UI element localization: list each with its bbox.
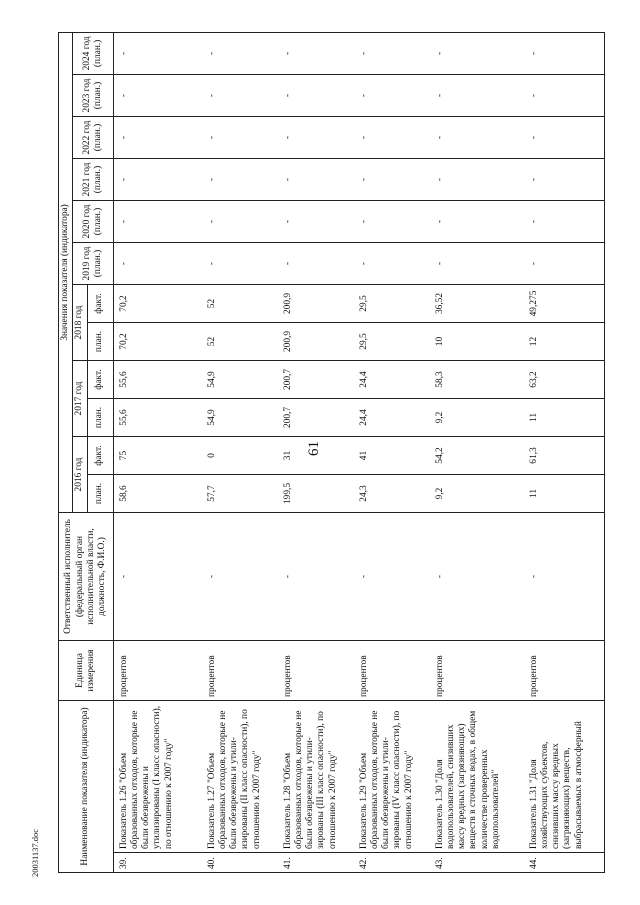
indicator-unit: процентов [278, 641, 354, 701]
value-2016-plan: 199,5 [278, 475, 354, 513]
value-2016-plan: 11 [524, 475, 605, 513]
value-2023: - [202, 75, 278, 117]
page-number: 61 [306, 441, 322, 456]
value-2019: - [113, 243, 202, 285]
value-2020: - [278, 201, 354, 243]
value-2017-plan: 24,4 [354, 399, 430, 437]
value-2022: - [354, 117, 430, 159]
header-2016-fact: факт. [87, 437, 113, 475]
row-number: 44. [524, 853, 605, 873]
value-2022: - [113, 117, 202, 159]
value-2017-fact: 54,9 [202, 361, 278, 399]
value-2021: - [524, 159, 605, 201]
value-2017-fact: 58,3 [430, 361, 524, 399]
value-2017-fact: 24,4 [354, 361, 430, 399]
value-2018-fact: 29,5 [354, 285, 430, 323]
row-number: 41. [278, 853, 354, 873]
indicator-unit: процентов [354, 641, 430, 701]
value-2017-fact: 200,7 [278, 361, 354, 399]
table-row [354, 32, 430, 872]
value-2018-plan: 52 [202, 323, 278, 361]
table-row [113, 32, 202, 872]
row-number: 43. [430, 853, 524, 873]
header-year-2023: 2023 год (план.) [73, 75, 113, 117]
table-row [524, 32, 605, 872]
row-number: 42. [354, 853, 430, 873]
header-2018-fact: факт. [87, 285, 113, 323]
value-2016-plan: 9,2 [430, 475, 524, 513]
value-2023: - [113, 75, 202, 117]
value-2016-fact: 75 [113, 437, 202, 475]
table-header [59, 32, 114, 872]
indicator-name: Показатель 1.27 "Объем образованных отходов, которые не были обезврежены и утили-изированы (II класс опасности), по отношению к 2007 году" [202, 701, 278, 853]
value-2018-fact: 200,9 [278, 285, 354, 323]
value-2016-fact: 0 [202, 437, 278, 475]
indicator-name: Показатель 1.28 "Объем образованных отходов, которые не были обезврежены и утили-зированы (III класс опасности), по отношению к 2007 году" [278, 701, 354, 853]
value-2023: - [278, 75, 354, 117]
rotated-table-container [58, 33, 613, 873]
value-2021: - [430, 159, 524, 201]
value-2024: - [278, 32, 354, 74]
indicator-table [58, 32, 605, 873]
value-2020: - [354, 201, 430, 243]
indicator-unit: процентов [524, 641, 605, 701]
responsible-cell: - [113, 513, 202, 641]
value-2020: - [113, 201, 202, 243]
value-2020: - [524, 201, 605, 243]
header-year-2022: 2022 год (план.) [73, 117, 113, 159]
value-2018-fact: 36,52 [430, 285, 524, 323]
indicator-unit: процентов [113, 641, 202, 701]
value-2022: - [278, 117, 354, 159]
indicator-name: Показатель 1.26 "Объем образованных отходов, которые не были обезврежены и утилизированы (I класс опасности), по отношению к 2007 году" [113, 701, 202, 853]
value-2018-fact: 52 [202, 285, 278, 323]
table-body [113, 32, 604, 872]
value-2019: - [524, 243, 605, 285]
header-2017-fact: факт. [87, 361, 113, 399]
header-2016-plan: план. [87, 475, 113, 513]
value-2016-plan: 24,3 [354, 475, 430, 513]
value-2019: - [278, 243, 354, 285]
indicator-name: Показатель 1.29 "Объем образованных отходов, которые не были обезврежены и утили-зированы (IV класс опасности), по отношению к 2007 году" [354, 701, 430, 853]
value-2020: - [202, 201, 278, 243]
header-year-2021: 2021 год (план.) [73, 159, 113, 201]
value-2022: - [524, 117, 605, 159]
indicator-name: Показатель 1.31 "Доля хозяйствующих субъектов, снизивших массу вредных (загрязняющих) веществ, выбрасываемых в атмосферный [524, 701, 605, 853]
value-2018-plan: 70,2 [113, 323, 202, 361]
header-year-2020: 2020 год (план.) [73, 201, 113, 243]
value-2016-plan: 58,6 [113, 475, 202, 513]
value-2021: - [354, 159, 430, 201]
value-2022: - [202, 117, 278, 159]
responsible-cell: - [524, 513, 605, 641]
value-2017-plan: 200,7 [278, 399, 354, 437]
header-values-group: Значения показателя (индикатора) [59, 32, 73, 512]
value-2021: - [202, 159, 278, 201]
indicator-unit: процентов [202, 641, 278, 701]
value-2019: - [354, 243, 430, 285]
row-number: 39. [113, 853, 202, 873]
value-2024: - [524, 32, 605, 74]
header-year-2016: 2016 год [73, 437, 87, 513]
row-number: 40. [202, 853, 278, 873]
value-2017-fact: 55,6 [113, 361, 202, 399]
value-2024: - [202, 32, 278, 74]
value-2022: - [430, 117, 524, 159]
value-2024: - [430, 32, 524, 74]
document-id: 20031137.doc [30, 828, 40, 878]
value-2016-fact: 61,3 [524, 437, 605, 475]
header-2018-plan: план. [87, 323, 113, 361]
header-2017-plan: план. [87, 399, 113, 437]
value-2021: - [278, 159, 354, 201]
value-2016-fact: 31 [278, 437, 354, 475]
value-2016-plan: 57,7 [202, 475, 278, 513]
table-row [430, 32, 524, 872]
value-2021: - [113, 159, 202, 201]
responsible-cell: - [202, 513, 278, 641]
value-2023: - [430, 75, 524, 117]
header-year-2017: 2017 год [73, 361, 87, 437]
value-2023: - [354, 75, 430, 117]
table-row [202, 32, 278, 872]
value-2017-fact: 63,2 [524, 361, 605, 399]
value-2018-plan: 29,5 [354, 323, 430, 361]
value-2019: - [202, 243, 278, 285]
indicator-name: Показатель 1.30 "Доля водопользователей, снизивших массу вредных (загрязняющих) веществ в сточных водах, в общем количестве проверенных водопользователей" [430, 701, 524, 853]
responsible-cell: - [278, 513, 354, 641]
value-2017-plan: 9,2 [430, 399, 524, 437]
responsible-cell: - [430, 513, 524, 641]
header-unit: Единица измерения [59, 641, 114, 701]
header-year-2019: 2019 год (план.) [73, 243, 113, 285]
value-2023: - [524, 75, 605, 117]
header-year-2018: 2018 год [73, 285, 87, 361]
value-2024: - [113, 32, 202, 74]
value-2018-plan: 200,9 [278, 323, 354, 361]
value-2018-fact: 49,275 [524, 285, 605, 323]
responsible-cell: - [354, 513, 430, 641]
value-2024: - [354, 32, 430, 74]
value-2016-fact: 41 [354, 437, 430, 475]
value-2017-plan: 55,6 [113, 399, 202, 437]
header-indicator-name: Наименование показателя (индикатора) [59, 701, 114, 873]
value-2017-plan: 11 [524, 399, 605, 437]
indicator-unit: процентов [430, 641, 524, 701]
header-year-2024: 2024 год (план.) [73, 32, 113, 74]
value-2018-plan: 12 [524, 323, 605, 361]
value-2019: - [430, 243, 524, 285]
value-2018-fact: 70,2 [113, 285, 202, 323]
value-2017-plan: 54,9 [202, 399, 278, 437]
table-row [278, 32, 354, 872]
value-2016-fact: 54,2 [430, 437, 524, 475]
value-2018-plan: 10 [430, 323, 524, 361]
value-2020: - [430, 201, 524, 243]
header-responsible: Ответственный исполнитель (федеральный орган исполнительной власти, должность, Ф.И.О.) [59, 513, 114, 641]
